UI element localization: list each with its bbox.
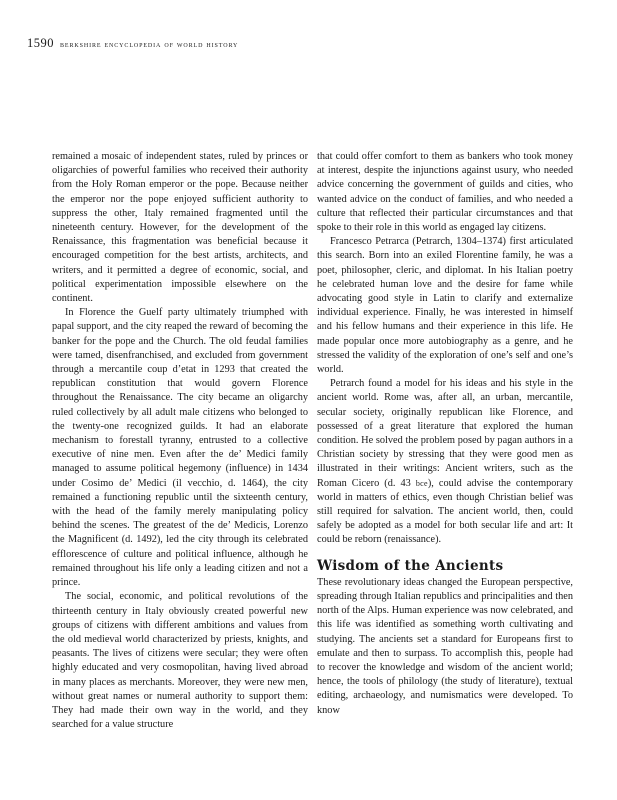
paragraph: In Florence the Guelf party ultimately triumphed with papal support, and the city reaped the reward of becoming the banker for the pope and the Church. The old feudal families were tamed, disenfranchised, and excluded from government through a mercantile coup d’etat in 1293 that created the republican constitution that would govern Florence throughout the Renaissance. The city became an oligarchy ruled collectively by all adult male citizens who belonged to the twenty-one recognized guilds. It had an elaborate mechanism to forestall tyranny, entrusted to a collective executive of nine men. Even after the de’ Medici family managed to assume political hegemony (influence) in 1434 under Cosimo de’ Medici (il vecchio, d. 1464), the city remained a functioning republic until the sixteenth century, with the head of the family merely manipulating policy behind the scenes. The greatest of the de’ Medicis, Lorenzo the Magnificent (d. 1492), led the city through its celebrated efflorescence of culture and political influence, although he remained throughout his life only a leading citizen and not a prince. (52, 307, 308, 589)
paragraph-text: ), could advise the contemporary world in matters of ethics, even though Christian belief was still required for salvation. The ancient world, then, could safely be adopted as a model for both secular life and art: It could be reborn (renaissance). (317, 477, 573, 546)
left-column (52, 150, 308, 732)
paragraph: Francesco Petrarca (Petrarch, 1304–1374) first articulated this search. Born into an exiled Florentine family, he was a poet, philosopher, cleric, and diplomat. In his Italian poetry he celebrated human love and the desire for fame while advocating good style in Latin to clarify and externalize individual experience. Finally, he was interested in himself and his fellow humans and their experience in this life. He made popular once more autobiography as a genre, and he stressed the validity of the exploration of one’s self and one’s world. (317, 236, 573, 376)
paragraph: remained a mosaic of independent states, ruled by princes or oligarchies of powerful families who received their authority from the Holy Roman emperor or the pope. Because neither the emperor nor the pope enjoyed sufficient authority to suppress the other, Italy remained fragmented until the nineteenth century. However, for the development of the Renaissance, this fragmentation was beneficial because it encouraged competition for the best artists, architects, and writers, and it permitted a degree of economic, social, and political experimentation impossible elsewhere on the continent. (52, 151, 308, 305)
paragraph (317, 377, 573, 547)
right-column (317, 150, 573, 718)
paragraph: that could offer comfort to them as bankers who took money at interest, despite the injunctions against usury, who needed advice concerning the government of guilds and cities, who wanted advice on the conduct of families, and who needed a culture that reflected their particular circumstances and that spoke to their role in this world as engaged lay citizens. (317, 151, 573, 234)
paragraph: These revolutionary ideas changed the European perspective, spreading through Italian republics and principalities and then north of the Alps. Human experience was now celebrated, and this life was identified as something worth cultivating and studying. The ancients set a standard for Europeans first to emulate and then to surpass. To accomplish this, people had to recover the knowledge and wisdom of the ancient world; hence, the tools of philology (the study of literature), textual editing, archaeology, and numismatics were developed. To know (317, 576, 573, 716)
era-abbreviation: bce (415, 478, 428, 488)
paragraph-text: Petrarch found a model for his ideas and his style in the ancient world. Rome was, after all, an urban, mercantile, secular society, originally republican like Florence, and possessed of a great literature that explored the human condition. He solved the problem posed by pagan authors in a Christian society by stressing that they were good men as illustrated in their writings: Ancient writers, such as the Roman Cicero (d. 43 (317, 378, 573, 489)
paragraph: The social, economic, and political revolutions of the thirteenth century in Italy obviously created powerful new groups of citizens with different ambitions and values from the old medieval world characterized by priests, knights, and peasants. The lives of citizens were secular; they were often highly educated and very cosmopolitan, having lived abroad in many places as merchants. Moreover, they were new men, without great names or numeral authority to support them: They had made their own way in the world, and they searched for a value structure (52, 591, 308, 731)
running-head (27, 36, 238, 51)
publication-title: berkshire encyclopedia of world history (60, 39, 239, 49)
page-number: 1590 (27, 36, 54, 50)
section-heading: Wisdom of the Ancients (317, 557, 504, 574)
